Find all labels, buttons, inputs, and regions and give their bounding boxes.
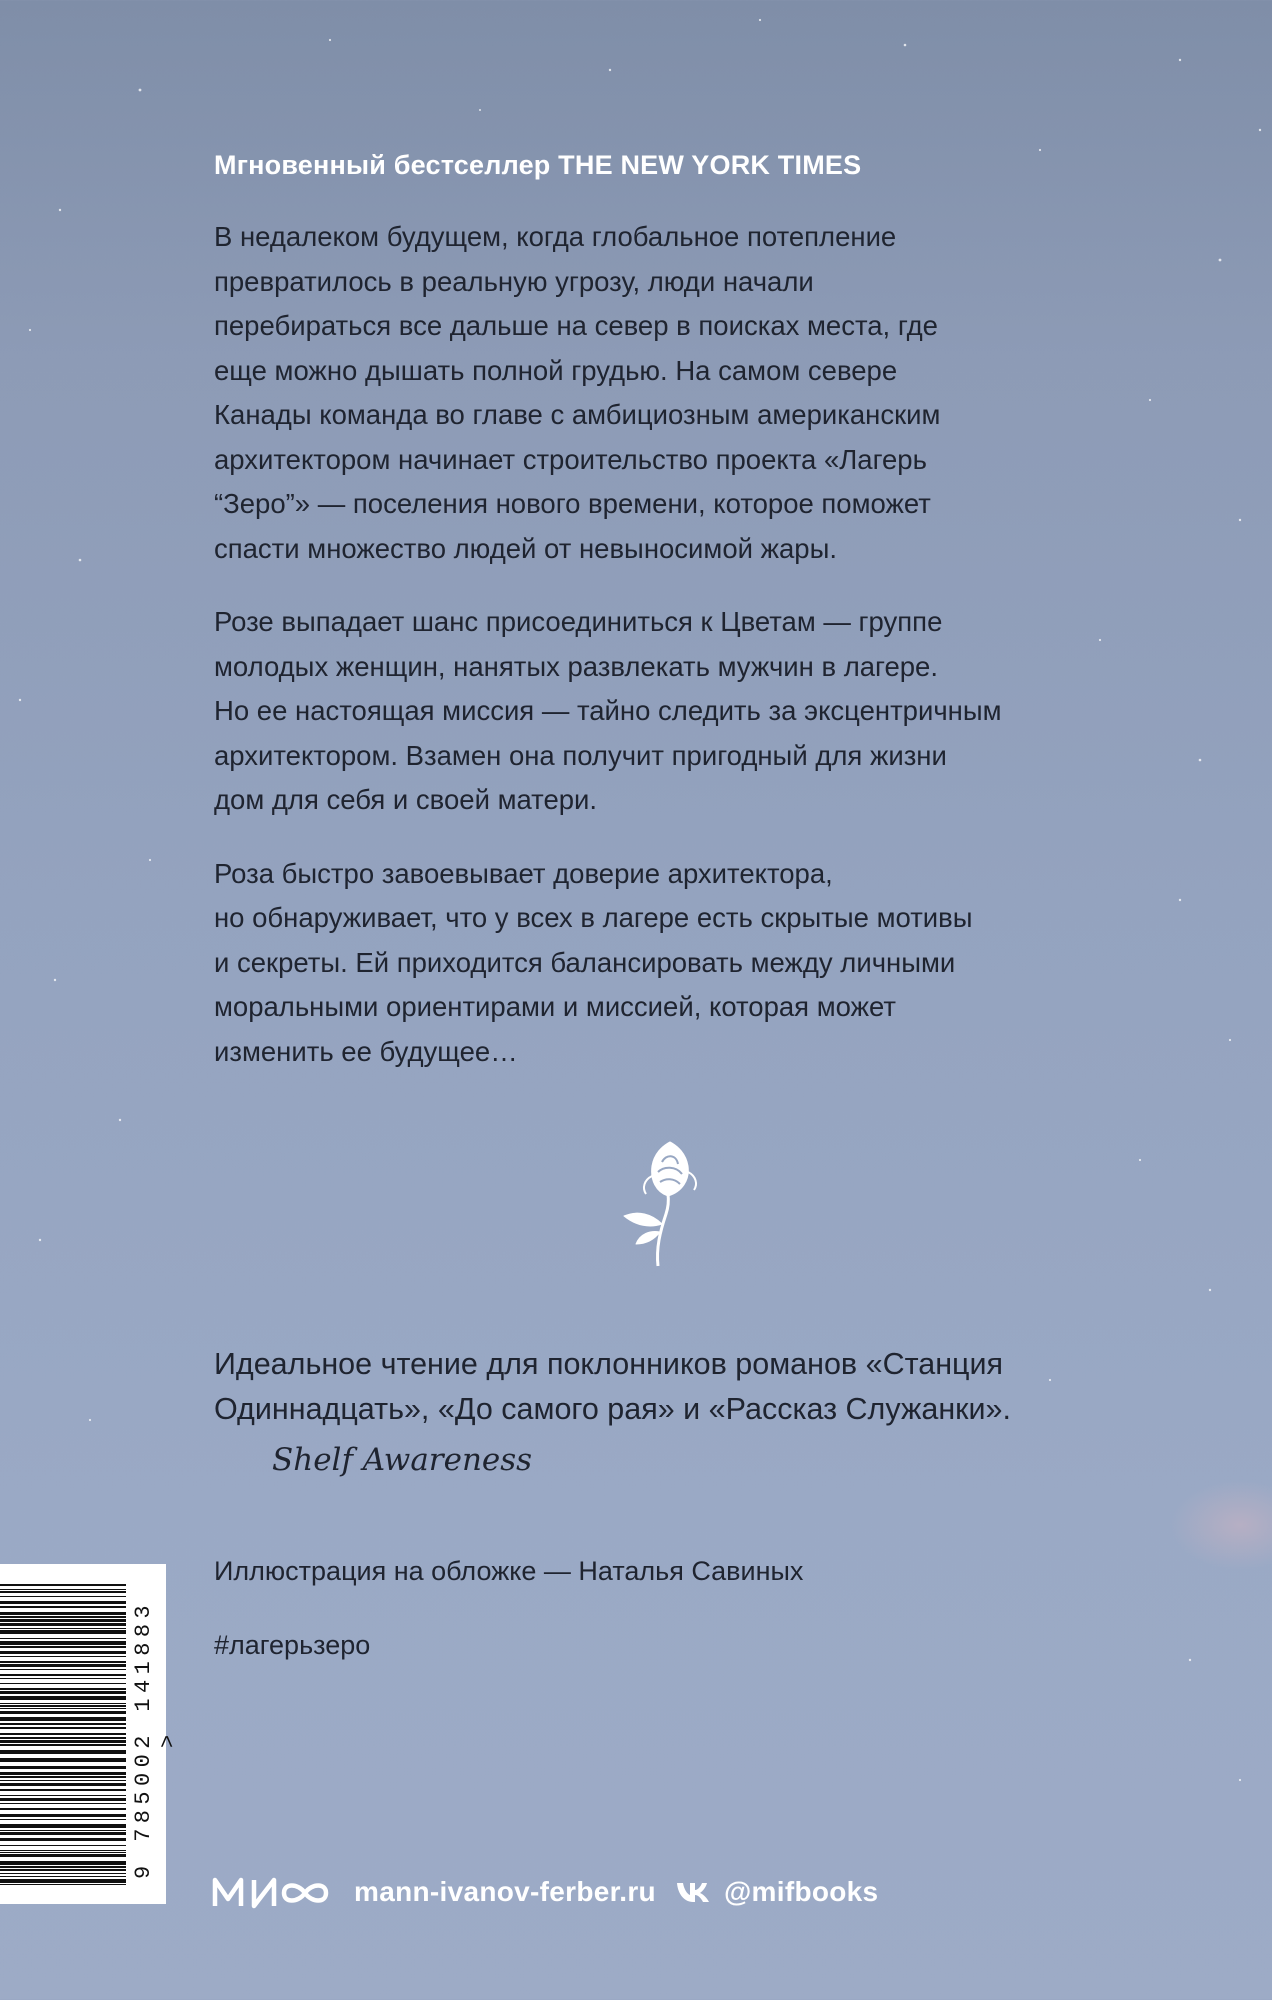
barcode-bar — [0, 1803, 126, 1804]
barcode-bar — [0, 1740, 126, 1743]
publisher-logo[interactable] — [212, 1875, 332, 1909]
hashtag: #лагерьзеро — [214, 1630, 371, 1660]
barcode-bar — [0, 1705, 126, 1707]
description-paragraph-2: Розе выпадает шанс присоединиться к Цветам — группе молодых женщин, нанятых развлекать мужчин в лагере. Но ее настоящая миссия — тайно следить за эксцентричным архитектором. Взамен она получит пригодный для жизни дом для себя и своей матери. — [214, 606, 1002, 815]
barcode-bar — [0, 1691, 126, 1694]
barcode-bar — [0, 1646, 126, 1648]
barcode-bar — [0, 1766, 126, 1769]
barcode-bar — [0, 1845, 126, 1846]
vk-icon[interactable] — [676, 1881, 710, 1903]
review-quote: Идеальное чтение для поклонников романов «Станция Одиннадцать», «До самого рая» и «Рассказ Служанки». — [214, 1347, 1011, 1426]
barcode-bar — [0, 1783, 126, 1786]
barcode-bar — [0, 1616, 126, 1618]
barcode-bar — [0, 1717, 126, 1721]
barcode-bar — [0, 1744, 126, 1746]
review-source: Shelf Awareness — [272, 1442, 533, 1478]
barcode-bar — [0, 1758, 126, 1762]
mif-logo-icon — [212, 1875, 332, 1909]
barcode-bar — [0, 1711, 126, 1714]
barcode-bar — [0, 1884, 126, 1885]
barcode-bar — [0, 1838, 126, 1841]
description-block — [214, 150, 1144, 1103]
description-paragraph-1: В недалеком будущем, когда глобальное потепление превратилось в реальную угрозу, люди начали перебираться все дальше на север в поисках места, где еще можно дышать полной грудью. На самом севере Канады команда во главе с амбициозным американским архитектором начинает строительство проекта «Лагерь “Зеро”» — поселения нового времени, которое поможет спасти множество людей от невыносимой жары. — [214, 221, 941, 564]
publisher-website-link[interactable]: mann-ivanov-ferber.ru — [354, 1876, 656, 1907]
barcode-bar — [0, 1832, 126, 1835]
barcode-bar — [0, 1589, 126, 1590]
barcode-bar — [0, 1824, 126, 1828]
barcode-bar — [0, 1850, 126, 1851]
social-handle[interactable]: @mifbooks — [723, 1876, 879, 1907]
barcode-bar — [0, 1612, 126, 1615]
publisher-footer — [212, 1870, 878, 1914]
barcode-bar — [0, 1638, 126, 1639]
barcode-bar — [0, 1669, 126, 1670]
barcode-bar — [0, 1688, 126, 1690]
barcode-bar — [0, 1780, 126, 1781]
rose-icon — [616, 1136, 706, 1268]
barcode-bar — [0, 1674, 126, 1676]
barcode-bar — [0, 1852, 126, 1853]
barcode-bar — [0, 1584, 126, 1586]
barcode-bar — [0, 1737, 126, 1739]
barcode-bar — [0, 1630, 126, 1634]
barcode-bar — [0, 1814, 126, 1817]
barcode-bar — [0, 1861, 126, 1865]
pink-glow-accent — [1170, 1480, 1272, 1570]
isbn-digits: 9 785002 141883 > — [131, 1599, 181, 1879]
barcode-bar — [0, 1772, 126, 1775]
bestseller-headline: Мгновенный бестселлер THE NEW YORK TIMES — [214, 150, 862, 180]
barcode-bar — [0, 1678, 126, 1679]
barcode-bar — [0, 1651, 126, 1654]
barcode-bar — [0, 1808, 126, 1810]
barcode-bar — [0, 1830, 126, 1831]
description-paragraph-3: Роза быстро завоевывает доверие архитектора, но обнаруживает, что у всех в лагере есть скрытые мотивы и секреты. Ей приходится балансировать между личными моральными ориентирами и миссией, которая может изменить ее будущее… — [214, 857, 973, 1067]
barcode-bar — [0, 1601, 126, 1604]
barcode-bar — [0, 1876, 126, 1877]
barcode-bar — [0, 1708, 126, 1709]
barcode-bar — [0, 1619, 126, 1622]
barcode-bar — [0, 1795, 126, 1796]
barcode-bar — [0, 1879, 126, 1883]
barcode-bar — [0, 1656, 126, 1657]
barcode-bar — [0, 1596, 126, 1597]
barcode-bar — [0, 1606, 126, 1608]
barcode-bar — [0, 1727, 126, 1729]
barcode-bar — [0, 1798, 126, 1801]
vk-logo-icon — [676, 1881, 710, 1903]
barcode-bar — [0, 1623, 126, 1626]
barcode-bar — [0, 1664, 126, 1667]
barcode-bar — [0, 1703, 126, 1704]
barcode-bar — [0, 1628, 126, 1629]
barcode-bar — [0, 1776, 126, 1778]
cover-illustrator-credit: Иллюстрация на обложке — Наталья Савиных — [214, 1556, 804, 1586]
barcode-bar — [0, 1696, 126, 1700]
barcode-bar — [0, 1854, 126, 1857]
barcode-bar — [0, 1641, 126, 1645]
barcode-bar — [0, 1733, 126, 1735]
barcode-bar — [0, 1869, 126, 1871]
barcode-bar — [0, 1789, 126, 1791]
barcode-bar — [0, 1873, 126, 1874]
barcode-bar — [0, 1661, 126, 1663]
barcode-bar — [0, 1683, 126, 1684]
barcode-bar — [0, 1866, 126, 1868]
barcode-bar — [0, 1591, 126, 1593]
barcode-bar — [0, 1819, 126, 1820]
barcode-bar — [0, 1750, 126, 1754]
barcode-bar — [0, 1723, 126, 1725]
